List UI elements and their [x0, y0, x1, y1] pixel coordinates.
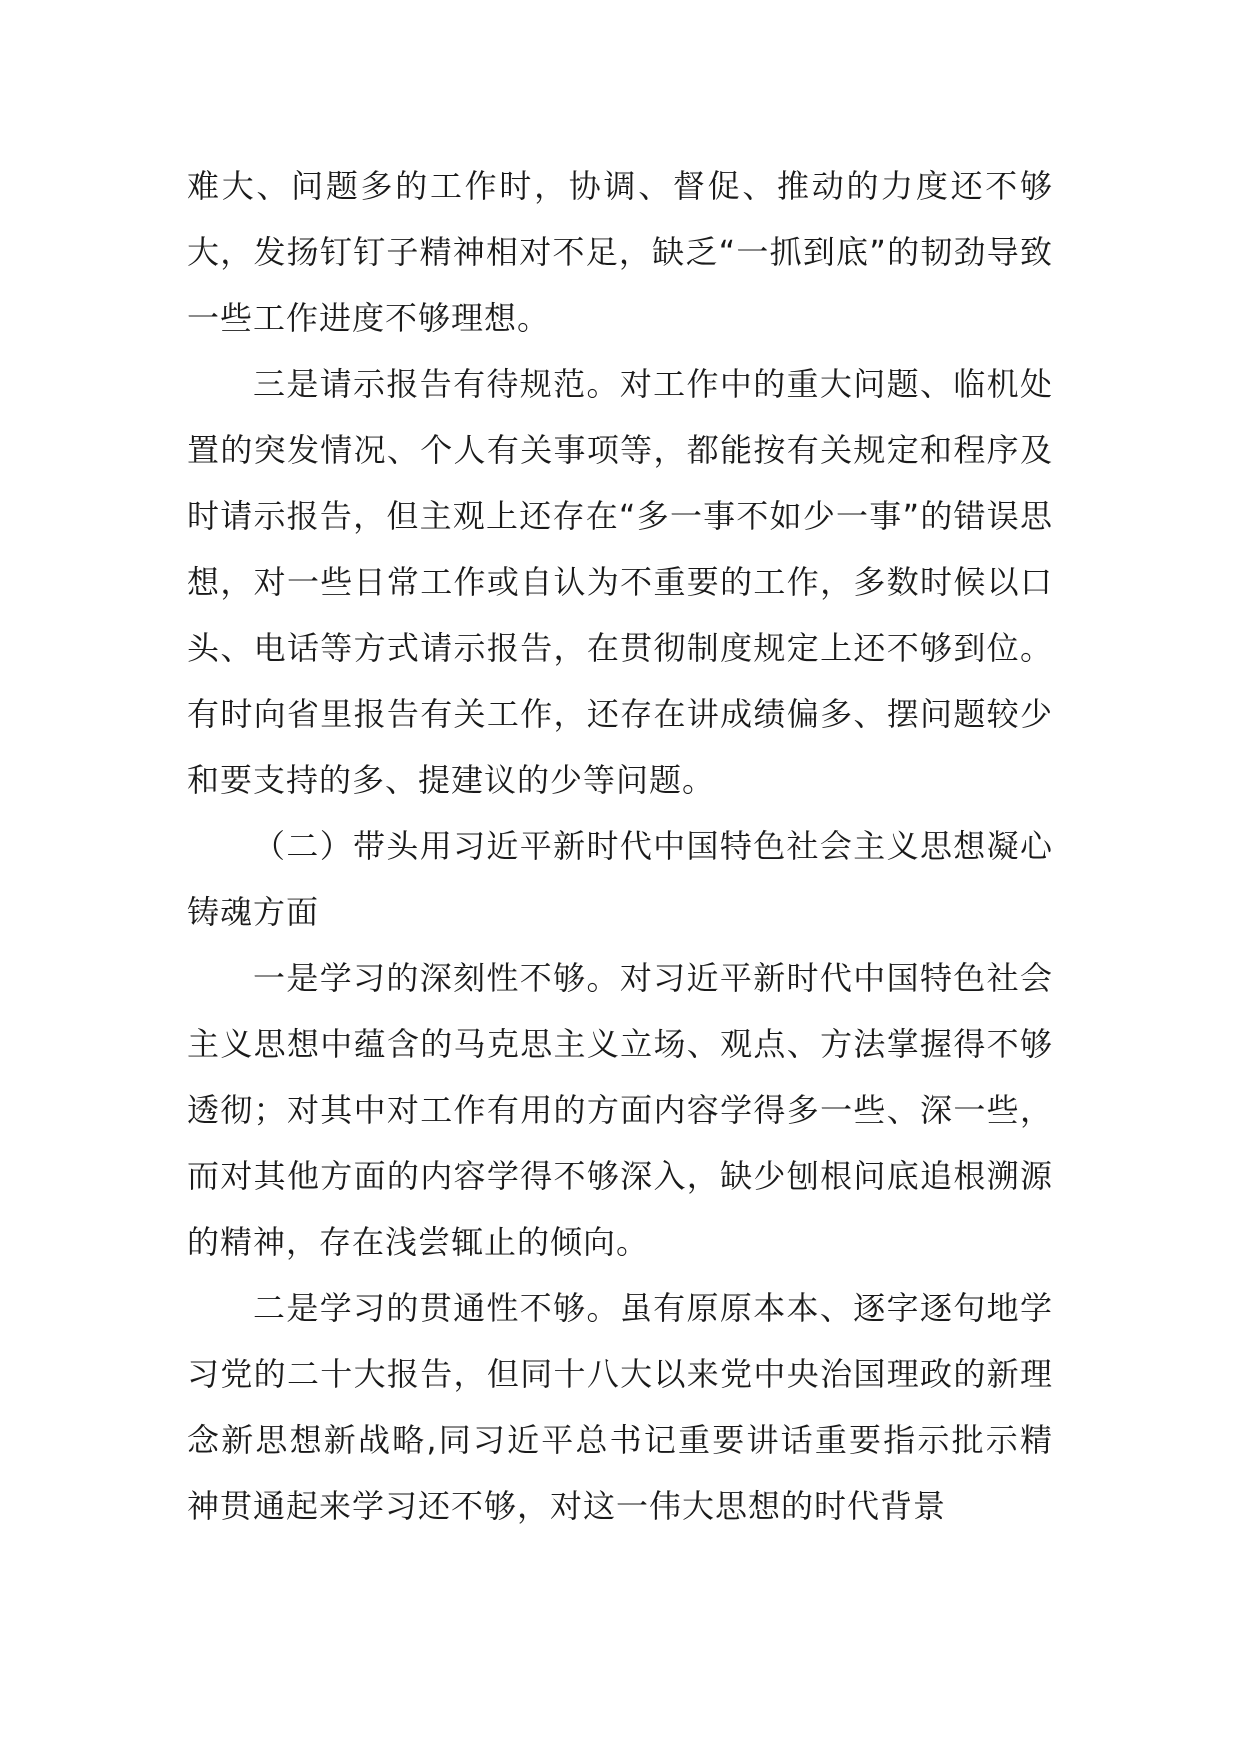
- paragraph-reporting-standards: 三是请示报告有待规范。对工作中的重大问题、临机处置的突发情况、个人有关事项等，都能按有关规定和程序及时请示报告，但主观上还存在“多一事不如少一事”的错误思想，对一些日常工作或自认为不重要的工作，多数时候以口头、电话等方式请示报告，在贯彻制度规定上还不够到位。有时向省里报告有关工作，还存在讲成绩偏多、摆问题较少和要支持的多、提建议的少等问题。: [187, 365, 1053, 799]
- paragraph-study-coherence: 二是学习的贯通性不够。虽有原原本本、逐字逐句地学习党的二十大报告，但同十八大以来党中央治国理政的新理念新思想新战略,同习近平总书记重要讲话重要指示批示精神贯通起来学习还不够，对这一伟大思想的时代背景: [187, 1289, 1053, 1525]
- document-body: [187, 153, 1053, 1539]
- section-heading-two: （二）带头用习近平新时代中国特色社会主义思想凝心铸魂方面: [187, 827, 1053, 931]
- paragraph-continuation: 难大、问题多的工作时，协调、督促、推动的力度还不够大，发扬钉钉子精神相对不足，缺乏“一抓到底”的韧劲导致一些工作进度不够理想。: [187, 167, 1053, 337]
- paragraph-study-depth: 一是学习的深刻性不够。对习近平新时代中国特色社会主义思想中蕴含的马克思主义立场、观点、方法掌握得不够透彻；对其中对工作有用的方面内容学得多一些、深一些，而对其他方面的内容学得不够深入，缺少刨根问底追根溯源的精神，存在浅尝辄止的倾向。: [187, 959, 1053, 1261]
